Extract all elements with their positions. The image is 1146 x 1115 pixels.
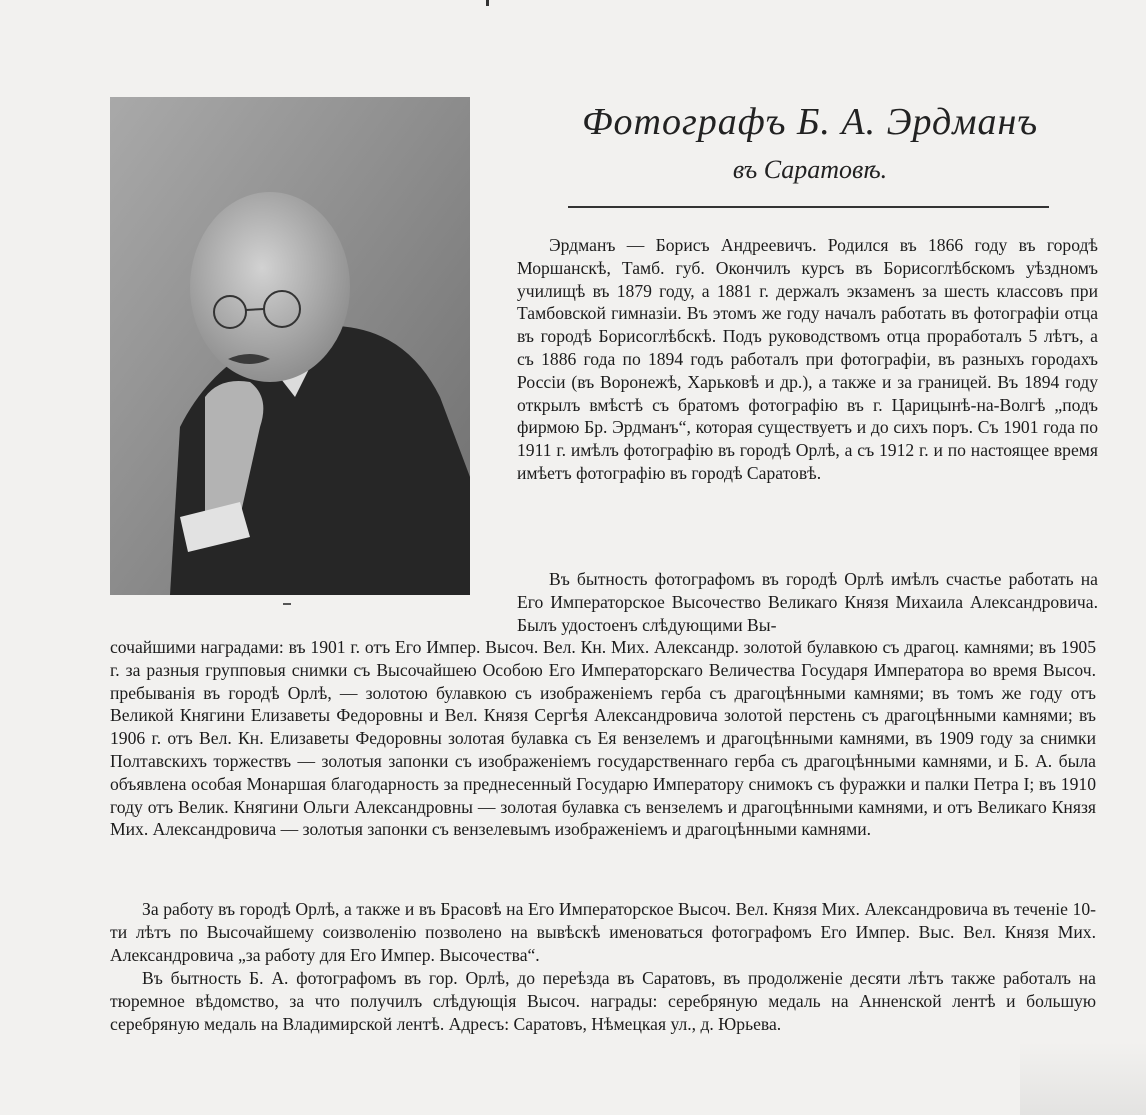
paragraph-orel-intro: Въ бытность фотографомъ въ городѣ Орлѣ имѣлъ счастье работать на Его Императорское Высочество Великаго Князя Михаила Александровича. Былъ удостоенъ слѣдующими Вы- <box>517 569 1098 635</box>
caption-dash <box>283 603 291 605</box>
portrait-photo-icon <box>110 97 470 595</box>
title-divider <box>568 206 1049 208</box>
page-subtitle: въ Саратовѣ. <box>732 155 888 184</box>
bleed-through-shadow <box>1020 1042 1146 1115</box>
paragraph-biography: Эрдманъ — Борисъ Андреевичъ. Родился въ 1866 году въ городѣ Моршанскѣ, Тамб. губ. Окончилъ курсъ въ Борисоглѣбскомъ уѣздномъ училищѣ въ 1879 году, а 1881 г. держалъ экзаменъ за шесть классовъ при Тамбовской гимназіи. Въ этомъ же году началъ работать въ фотографіи отца въ городѣ Борисоглѣбскѣ. Подъ руководствомъ отца проработалъ 5 лѣтъ, а съ 1886 года по 1894 годъ работалъ при фотографіи, въ разныхъ городахъ Россіи (въ Воронежѣ, Харьковѣ и др.), а также и за границей. Въ 1894 году открылъ вмѣстѣ съ братомъ фотографію въ г. Царицынѣ-на-Волгѣ „подъ фирмою Бр. Эрдманъ“, которая существуетъ и до сихъ поръ. Съ 1901 года по 1911 г. имѣлъ фотографію въ городѣ Орлѣ, а съ 1912 г. и по настоящее время имѣетъ фотографію въ городѣ Саратовѣ. <box>517 235 1098 483</box>
paragraph-awards: сочайшими наградами: въ 1901 г. отъ Его Импер. Высоч. Вел. Кн. Мих. Александр. золотой булавкою съ драгоц. камнями; въ 1905 г. за разныя групповыя снимки съ Высочайшею Особою Его Императорскаго Величества Государя Императора во время Высоч. пребыванія въ городѣ Орлѣ, — золотою булавкою съ изображеніемъ герба съ драгоцѣнными камнями; въ томъ же году отъ Великой Княгини Елизаветы Федоровны и Вел. Князя Сергѣя Александровича золотой перстень съ драгоцѣнными камнями; въ 1906 г. отъ Вел. Кн. Елизаветы Федоровны золотая булавка съ Ея вензелемъ и драгоцѣнными камнями, въ 1909 году за снимки Полтавскихъ торжествъ — золотыя запонки съ изображеніемъ государственнаго герба съ драгоцѣнными камнями, и Б. А. была объявлена особая Монаршая благодарность за преднесенный Государю Императору снимокъ съ фуражки и палки Петра I; въ 1910 году отъ Велик. Княгини Ольги Александровны — золотая булавка съ вензелемъ и драгоцѣнными камнями, и отъ Великаго Князя Мих. Александровича — золотыя запонки съ вензелевымъ изображеніемъ и драгоцѣнными камнями. <box>110 637 1096 840</box>
page-title: Фотографъ Б. А. Эрдманъ <box>581 101 1039 143</box>
paragraph-prison-work: Въ бытность Б. А. фотографомъ въ гор. Орлѣ, до переѣзда въ Саратовъ, въ продолженіе десяти лѣтъ также работалъ на тюремное вѣдомство, за что получилъ слѣдующія Высоч. награды: серебряную медаль на Анненской лентѣ и большую серебряную медаль на Владимирской лентѣ. Адресъ: Саратовъ, Нѣмецкая ул., д. Юрьева. <box>110 968 1096 1034</box>
print-mark <box>486 0 489 6</box>
paragraph-signboard: За работу въ городѣ Орлѣ, а также и въ Брасовѣ на Его Императорское Высоч. Вел. Князя Мих. Александровича въ теченіе 10-ти лѣтъ по Высочайшему соизволенію позволено на вывѣскѣ именоваться фотографомъ Его Импер. Выс. Вел. Князя Мих. Александровича „за работу для Его Импер. Высочества“. <box>110 899 1096 965</box>
portrait-photo <box>110 97 470 595</box>
